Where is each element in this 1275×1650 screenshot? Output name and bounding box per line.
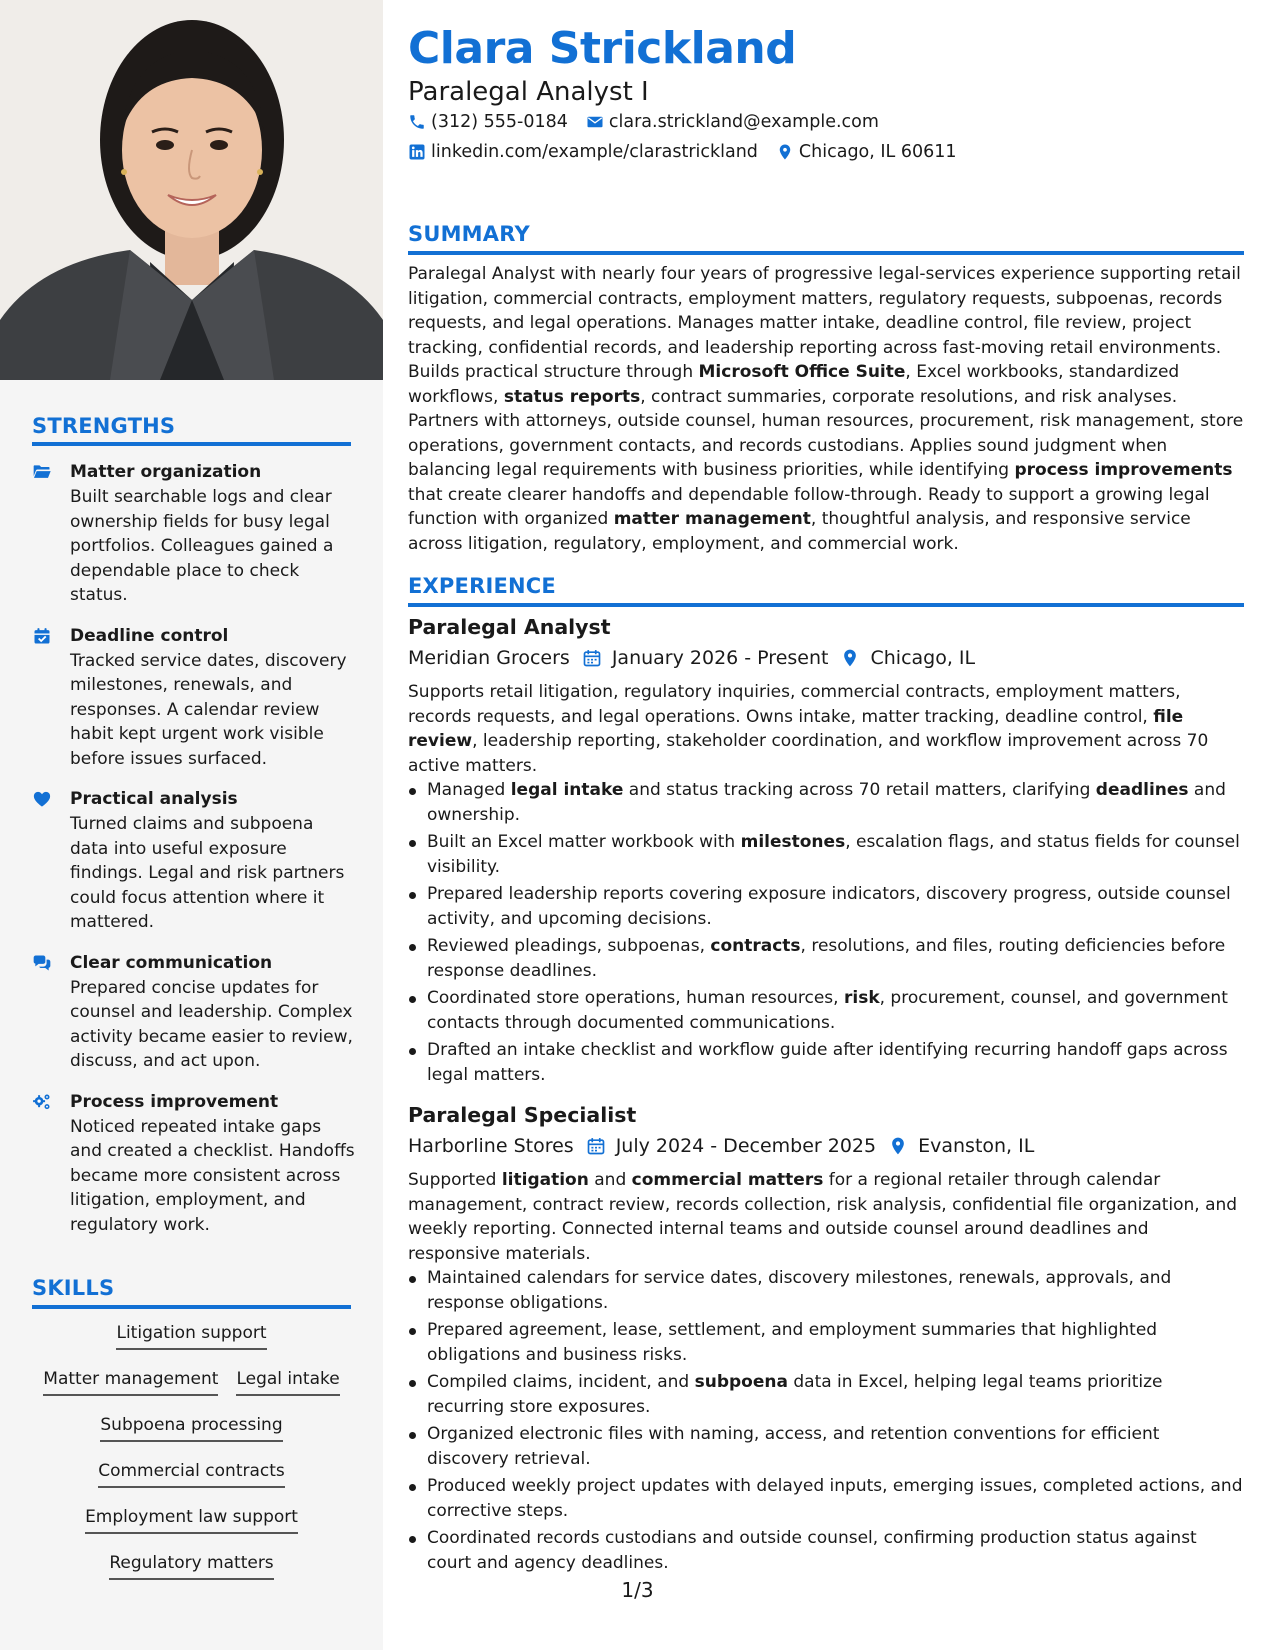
bullet-item <box>408 778 1244 827</box>
strength-description: Built searchable logs and clear ownership fields for busy legal portfolios. Colleagues gained a dependable place to check status. <box>70 487 334 605</box>
job-entry <box>408 612 1244 1090</box>
text-run: , contract summaries, corporate resolutions, and risk analyses. Partners with attorneys, outside counsel, human resources, procurement, risk management, store operations, government contacts, and records custodians. Applies sound judgment when balancing legal requirements with business priorities, while identifying <box>408 386 1244 480</box>
skills-divider <box>32 1305 351 1309</box>
bold-text: milestones <box>740 832 846 852</box>
text-run: Supported <box>408 1170 502 1190</box>
strength-title: Practical analysis <box>70 789 238 809</box>
email-item[interactable] <box>586 112 879 132</box>
bullet-item <box>408 1526 1244 1575</box>
summary-paragraph <box>408 262 1244 556</box>
skill-row <box>32 1552 351 1580</box>
strength-title: Process improvement <box>70 1091 279 1112</box>
strength-body <box>70 624 357 772</box>
phone-item <box>408 112 568 132</box>
skill-tag: Employment law support <box>85 1506 298 1534</box>
page-number: 1/3 <box>621 1578 654 1602</box>
company-name: Harborline Stores <box>408 1135 574 1157</box>
job-meta <box>408 642 1244 674</box>
text-run: and status tracking across 70 retail matters, clarifying <box>623 780 1096 800</box>
phone-icon <box>408 113 426 131</box>
text-run: for a regional retailer through calendar management, contract review, records collection, risk analysis, confidential file organization, and weekly reporting. Connected internal teams and outside counsel around deadlines and responsive materials. <box>408 1170 1238 1264</box>
text-run: and <box>588 1170 632 1190</box>
calendar-icon <box>582 648 602 668</box>
linkedin-item[interactable] <box>408 142 758 162</box>
skill-row <box>32 1414 351 1442</box>
job-dates: July 2024 - December 2025 <box>615 1135 877 1157</box>
strength-description: Tracked service dates, discovery milestones, renewals, and responses. A calendar review habit kept urgent work visible before issues surfaced. <box>70 650 347 769</box>
text-run: Managed <box>427 780 511 800</box>
strength-icon-wrap <box>32 1090 70 1238</box>
text-run: Produced weekly project updates with delayed inputs, emerging issues, completed actions, and corrective steps. <box>427 1476 1243 1521</box>
company-name: Meridian Grocers <box>408 647 570 669</box>
contact-row-2 <box>408 142 975 162</box>
calendar-icon-wrap <box>586 1136 606 1156</box>
strength-description: Prepared concise updates for counsel and leadership. Complex activity became easier to review, discuss, and act upon. <box>70 977 353 1071</box>
candidate-name: Clara Strickland <box>408 23 797 74</box>
bold-text: Microsoft Office Suite <box>698 362 906 382</box>
job-description <box>408 680 1244 778</box>
job-bullets <box>408 778 1244 1087</box>
profile-photo <box>0 0 383 380</box>
bullet-item <box>408 1038 1244 1087</box>
text-run: Organized electronic files with naming, access, and retention conventions for efficient discovery retrieval. <box>427 1424 1160 1469</box>
job-title: Paralegal Analyst <box>408 615 611 639</box>
bullet-item <box>408 1422 1244 1471</box>
map-pin-icon-wrap <box>840 648 860 668</box>
strengths-list <box>32 460 357 1253</box>
text-run: Compiled claims, incident, and <box>427 1372 695 1392</box>
map-pin-icon <box>776 143 794 161</box>
calendar-icon-wrap <box>582 648 602 668</box>
strengths-divider <box>32 442 351 446</box>
strength-item <box>32 787 357 935</box>
job-meta <box>408 1130 1244 1162</box>
bullet-item <box>408 830 1244 879</box>
skill-tag: Litigation support <box>116 1322 266 1350</box>
bold-text: litigation <box>501 1170 589 1190</box>
text-run: and ownership. <box>427 780 1226 825</box>
phone-text: (312) 555-0184 <box>431 112 568 132</box>
strength-body <box>70 460 357 608</box>
email-link[interactable]: clara.strickland@example.com <box>608 112 879 132</box>
strength-body <box>70 1090 357 1238</box>
experience-divider <box>408 603 1244 607</box>
bold-text: matter management <box>613 509 811 529</box>
job-location: Evanston, IL <box>918 1135 1035 1157</box>
text-run: , Excel workbooks, standardized workflows, <box>408 362 1180 407</box>
bullet-item <box>408 1266 1244 1315</box>
calendar-icon <box>586 1136 606 1156</box>
strength-icon-wrap <box>32 460 70 608</box>
bold-text: risk <box>843 988 880 1008</box>
strength-description: Noticed repeated intake gaps and created a checklist. Handoffs became more consistent across litigation, employment, and regulatory work. <box>70 1116 355 1235</box>
text-run: , thoughtful analysis, and responsive service across litigation, regulatory, employment, and commercial work. <box>408 509 1191 554</box>
contact-row-1 <box>408 112 897 132</box>
job-entry <box>408 1100 1244 1578</box>
bullet-item <box>408 986 1244 1035</box>
strength-item <box>32 1090 357 1238</box>
bold-text: contracts <box>710 936 801 956</box>
sidebar <box>0 0 383 1650</box>
job-description <box>408 1168 1244 1266</box>
text-run: Coordinated store operations, human resources, <box>427 988 844 1008</box>
strength-body <box>70 787 357 935</box>
map-pin-icon <box>888 1136 908 1156</box>
skill-tag: Commercial contracts <box>98 1460 285 1488</box>
text-run: Drafted an intake checklist and workflow guide after identifying recurring handoff gaps across legal matters. <box>427 1040 1228 1085</box>
bullet-item <box>408 1318 1244 1367</box>
text-run: , procurement, counsel, and government contacts through documented communications. <box>427 988 1228 1033</box>
summary-divider <box>408 251 1244 255</box>
job-title: Paralegal Specialist <box>408 1103 637 1127</box>
text-run: Built an Excel matter workbook with <box>427 832 741 852</box>
location-item <box>776 142 957 162</box>
strength-item <box>32 624 357 772</box>
text-run: Reviewed pleadings, subpoenas, <box>427 936 711 956</box>
strength-icon-wrap <box>32 624 70 772</box>
strength-item <box>32 460 357 608</box>
strength-body <box>70 951 357 1074</box>
calendar-check-icon <box>32 626 52 646</box>
skill-tag: Legal intake <box>236 1368 339 1396</box>
skill-row <box>32 1506 351 1534</box>
skills-list <box>32 1322 351 1598</box>
bullet-item <box>408 1370 1244 1419</box>
candidate-role: Paralegal Analyst I <box>408 77 649 107</box>
job-location: Chicago, IL <box>870 647 976 669</box>
text-run: , resolutions, and files, routing deficiencies before response deadlines. <box>427 936 1226 981</box>
text-run: Prepared leadership reports covering exposure indicators, discovery progress, outside counsel activity, and upcoming decisions. <box>427 884 1231 929</box>
strength-description: Turned claims and subpoena data into useful exposure findings. Legal and risk partners could focus attention where it mattered. <box>70 814 345 932</box>
strengths-heading: STRENGTHS <box>32 414 176 438</box>
gears-icon <box>32 1092 52 1112</box>
bold-text: file review <box>408 706 1184 751</box>
text-run: Prepared agreement, lease, settlement, and employment summaries that highlighted obligations and business risks. <box>427 1320 1158 1365</box>
envelope-icon <box>586 113 604 131</box>
comments-icon <box>32 953 52 973</box>
strength-title: Matter organization <box>70 462 262 482</box>
skill-tag: Subpoena processing <box>100 1414 282 1442</box>
text-run: , escalation flags, and status fields for counsel visibility. <box>427 832 1240 877</box>
text-run: that create clearer handoffs and dependable follow-through. Ready to support a growing legal function with organized <box>408 484 1210 529</box>
skills-heading: SKILLS <box>32 1276 115 1300</box>
skill-row <box>32 1322 351 1350</box>
location-text: Chicago, IL 60611 <box>798 142 957 162</box>
job-dates: January 2026 - Present <box>611 647 829 669</box>
bold-text: deadlines <box>1095 780 1189 800</box>
map-pin-icon <box>840 648 860 668</box>
skill-tag: Matter management <box>43 1368 218 1396</box>
bold-text: process improvements <box>1014 460 1233 480</box>
strength-item <box>32 951 357 1074</box>
text-run: Maintained calendars for service dates, discovery milestones, renewals, approvals, and response obligations. <box>427 1268 1172 1313</box>
skill-row <box>32 1460 351 1488</box>
experience-heading: EXPERIENCE <box>408 574 556 598</box>
strength-title: Clear communication <box>70 952 273 973</box>
map-pin-icon-wrap <box>888 1136 908 1156</box>
strength-icon-wrap <box>32 787 70 935</box>
skill-row <box>32 1368 351 1396</box>
linkedin-icon <box>408 143 426 161</box>
bold-text: commercial matters <box>631 1170 824 1190</box>
skill-tag: Regulatory matters <box>109 1552 273 1580</box>
bullet-item <box>408 1474 1244 1523</box>
strength-icon-wrap <box>32 951 70 1074</box>
bullet-item <box>408 934 1244 983</box>
bold-text: subpoena <box>694 1372 788 1392</box>
text-run: , leadership reporting, stakeholder coordination, and workflow improvement across 70 active matters. <box>408 731 1209 776</box>
bold-text: legal intake <box>510 780 624 800</box>
text-run: Paralegal Analyst with nearly four years of progressive legal-services experience supporting retail litigation, commercial contracts, employment matters, regulatory requests, subpoenas, records requests, and legal operations. Manages matter intake, deadline control, file review, project tracking, confidential records, and leadership reporting across fast-moving retail environments. Builds practical structure through <box>408 264 1241 382</box>
folder-open-icon <box>32 462 52 482</box>
heart-icon <box>32 789 52 809</box>
text-run: data in Excel, helping legal teams prioritize recurring store exposures. <box>427 1372 1163 1417</box>
bold-text: status reports <box>503 386 641 407</box>
strength-title: Deadline control <box>70 625 229 646</box>
job-bullets <box>408 1266 1244 1575</box>
bullet-item <box>408 882 1244 931</box>
summary-heading: SUMMARY <box>408 222 530 246</box>
text-run: Coordinated records custodians and outside counsel, confirming production status against court and agency deadlines. <box>427 1528 1197 1573</box>
linkedin-link[interactable]: linkedin.com/example/clarastrickland <box>431 142 758 162</box>
text-run: Supports retail litigation, regulatory inquiries, commercial contracts, employment matters, records requests, and legal operations. Owns intake, matter tracking, deadline control, <box>408 682 1181 727</box>
